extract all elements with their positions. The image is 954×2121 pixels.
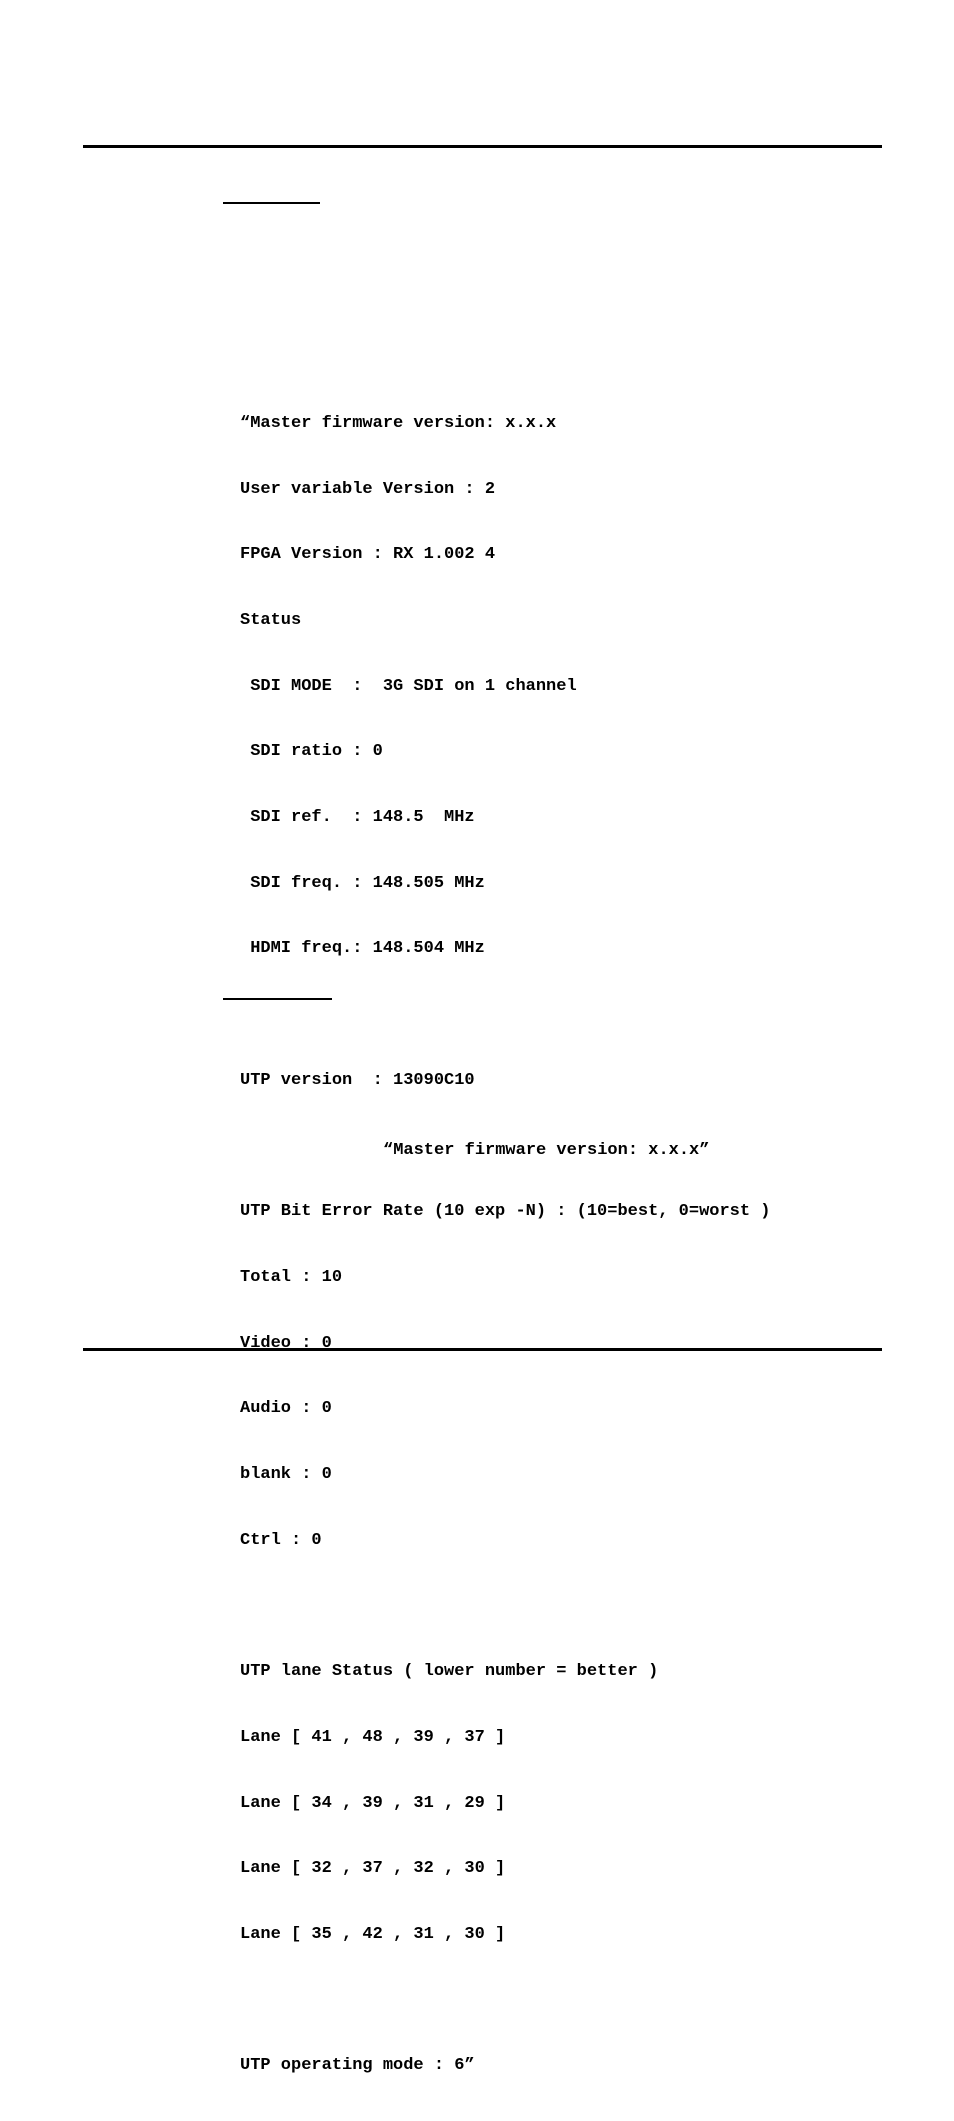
console-line-fpga-version: FPGA Version : RX 1.002 4 — [240, 545, 496, 565]
console-line-video: Video : 0 — [240, 1333, 332, 1353]
console-line-hdmi-freq: HDMI freq.: 148.504 MHz — [240, 939, 485, 959]
console-line-user-variable-version: User variable Version : 2 — [240, 479, 496, 499]
console-line-total: Total : 10 — [240, 1267, 343, 1287]
console-line-blank — [240, 1004, 880, 1026]
console-line-sdi-mode: SDI MODE : 3G SDI on 1 channel — [240, 676, 577, 696]
console-line-blank-count: blank : 0 — [240, 1465, 332, 1485]
console-line-lane-1: Lane [ 41 , 48 , 39 , 37 ] — [240, 1727, 506, 1747]
footer-rule — [83, 1348, 882, 1351]
section-heading-underline-1 — [223, 202, 320, 204]
console-line-audio: Audio : 0 — [240, 1399, 332, 1419]
console-line-lane-3: Lane [ 32 , 37 , 32 , 30 ] — [240, 1859, 506, 1879]
console-line-sdi-ratio: SDI ratio : 0 — [240, 742, 383, 762]
console-line-utp-version: UTP version : 13090C10 — [240, 1070, 475, 1090]
quoted-firmware-example: “Master firmware version: x.x.x” — [383, 1141, 710, 1160]
console-line-lane-2: Lane [ 34 , 39 , 31 , 29 ] — [240, 1793, 506, 1813]
console-line-bit-error-rate: UTP Bit Error Rate (10 exp -N) : (10=best, 0=worst ) — [240, 1202, 771, 1222]
console-output-block — [240, 369, 880, 2121]
console-line-status: Status — [240, 610, 302, 630]
console-line-blank — [240, 1990, 880, 2012]
console-line-lane-status: UTP lane Status ( lower number = better ) — [240, 1662, 659, 1682]
console-line-lane-4: Lane [ 35 , 42 , 31 , 30 ] — [240, 1924, 506, 1944]
console-line-operating-mode: UTP operating mode : 6” — [240, 2056, 475, 2076]
console-line-sdi-freq: SDI freq. : 148.505 MHz — [240, 873, 485, 893]
console-line-master-firmware: “Master firmware version: x.x.x — [240, 413, 557, 433]
header-rule — [83, 145, 882, 148]
console-line-blank — [240, 1595, 880, 1617]
section-heading-underline-2 — [223, 998, 332, 1000]
console-line-ctrl: Ctrl : 0 — [240, 1530, 322, 1550]
console-line-sdi-ref: SDI ref. : 148.5 MHz — [240, 808, 475, 828]
